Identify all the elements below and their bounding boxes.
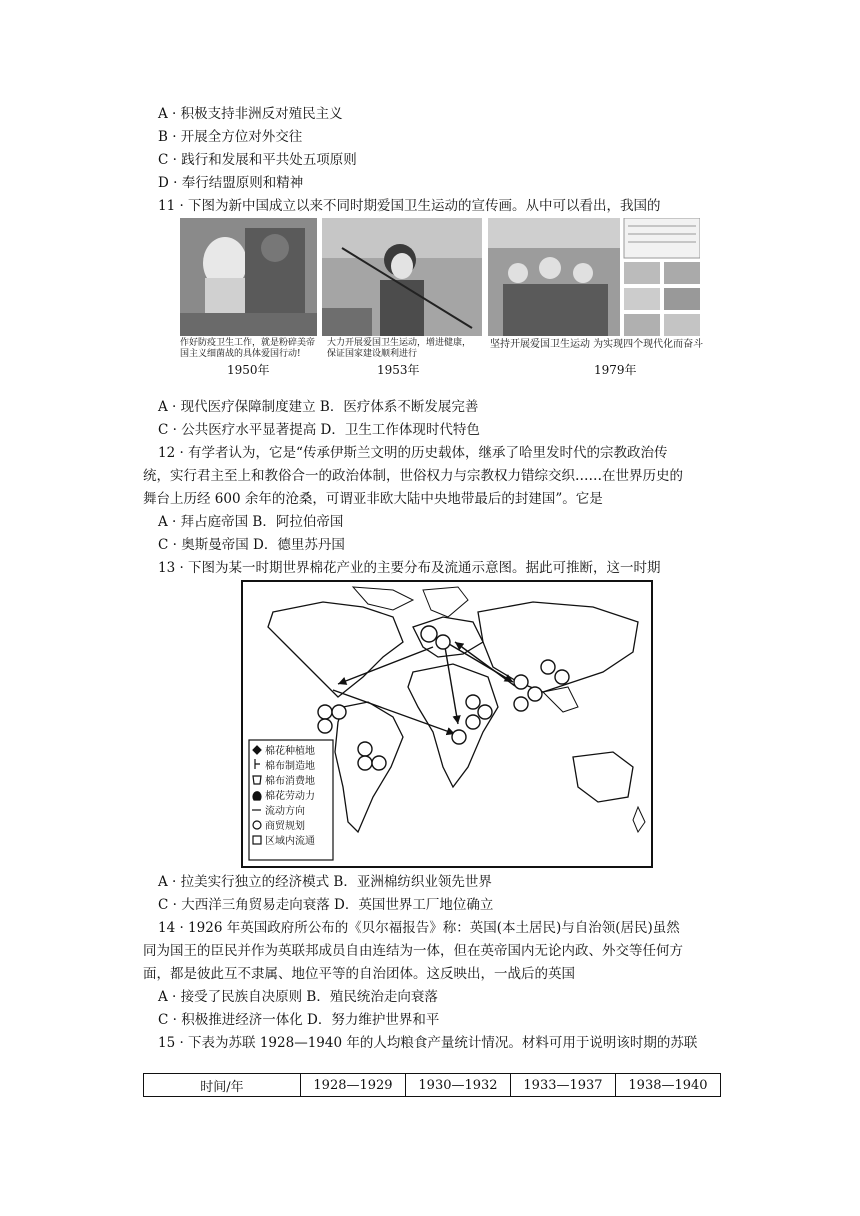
- map-marker-east-africa-2: [478, 705, 492, 719]
- option-b: B · 开展全方位对外交往: [158, 129, 303, 145]
- question-14-line-3: 面，都是彼此互不隶属、地位平等的自治团体。这反映出，一战后的英国: [143, 966, 575, 982]
- poster-images: [180, 218, 704, 378]
- table-header-cell: 1938—1940: [616, 1074, 721, 1097]
- q14-options-ab: A · 接受了民族自决原则 B．殖民统治走向衰落: [158, 989, 438, 1005]
- legend-cloth-consumption: 棉布消费地: [265, 776, 315, 787]
- table-header-cell: 时间/年: [144, 1074, 301, 1097]
- option-c: C · 践行和发展和平共处五项原则: [158, 152, 357, 168]
- legend-cloth-manufacturing: 棉布制造地: [265, 761, 315, 772]
- map-marker-north-america-3: [318, 719, 332, 733]
- q11-options-ab: A · 现代医疗保障制度建立 B．医疗体系不断发展完善: [158, 399, 479, 415]
- q13-options-cd: C · 大西洋三角贸易走向衰落 D．英国世界工厂地位确立: [158, 897, 494, 913]
- poster-1953-year: 1953年: [377, 363, 420, 377]
- legend-cotton-labor-icon: [253, 792, 261, 800]
- flow-arrow: [449, 644, 513, 682]
- map-marker-india-2: [528, 687, 542, 701]
- map-marker-north-america-2: [332, 705, 346, 719]
- map-marker-south-america-3: [372, 756, 386, 770]
- table-header-row: [144, 1074, 721, 1097]
- africa-landmass: [408, 664, 498, 787]
- table-header-cell: 1930—1932: [406, 1074, 511, 1097]
- map-marker-europe: [436, 635, 450, 649]
- poster-1950-image: [180, 218, 317, 336]
- option-a: A · 积极支持非洲反对殖民主义: [158, 106, 343, 122]
- flow-arrow: [445, 647, 458, 724]
- poster-1950-caption-1: 作好防疫卫生工作，就是粉碎美帝: [180, 338, 316, 348]
- q11-options-cd: C · 公共医疗水平显著提高 D．卫生工作体现时代特色: [158, 422, 480, 438]
- australia-landmass: [573, 752, 633, 802]
- map-marker-east-africa-3: [466, 715, 480, 729]
- poster-1979-image: [488, 218, 700, 336]
- poster-1950-year: 1950年: [227, 363, 270, 377]
- question-13-stem: 13 · 下图为某一时期世界棉花产业的主要分布及流通示意图。据此可推断，这一时期: [158, 560, 661, 576]
- map-marker-india-3: [514, 697, 528, 711]
- legend-cotton-planting: 棉花种植地: [265, 746, 315, 757]
- map-marker-east-asia-2: [555, 670, 569, 684]
- world-cotton-map: [241, 580, 653, 868]
- question-15-stem: 15 · 下表为苏联 1928—1940 年的人均粮食产量统计情况。材料可用于说明该时期的苏联: [158, 1035, 698, 1051]
- q14-options-cd: C · 积极推进经济一体化 D．努力维护世界和平: [158, 1012, 440, 1028]
- map-marker-east-africa-1: [466, 695, 480, 709]
- question-11-stem: 11 · 下图为新中国成立以来不同时期爱国卫生运动的宣传画。从中可以看出，我国的: [158, 198, 661, 214]
- map-marker-east-asia-1: [541, 660, 555, 674]
- table-header-cell: 1933—1937: [511, 1074, 616, 1097]
- q12-options-cd: C · 奥斯曼帝国 D．德里苏丹国: [158, 537, 345, 553]
- legend-flow-direction: 流动方向: [265, 806, 305, 817]
- question-12-line-1: 12 · 有学者认为，它是“传承伊斯兰文明的历史载体，继承了哈里发时代的宗教政治传: [158, 445, 668, 461]
- map-marker-india-1: [514, 675, 528, 689]
- table-header-cell: 1928—1929: [301, 1074, 406, 1097]
- poster-1979-caption-1: 坚持开展爱国卫生运动 为实现四个现代化而奋斗: [490, 339, 704, 350]
- q12-options-ab: A · 拜占庭帝国 B．阿拉伯帝国: [158, 514, 344, 530]
- q13-options-ab: A · 拉美实行独立的经济模式 B．亚洲棉纺织业领先世界: [158, 874, 492, 890]
- poster-1953-image: [322, 218, 482, 336]
- flow-arrow: [333, 690, 455, 734]
- legend-trade-planning: 商贸规划: [265, 821, 305, 832]
- flow-arrow: [338, 647, 433, 684]
- question-14-line-2: 同为国王的臣民并作为英联邦成员自由连结为一体，但在英帝国内无论内政、外交等任何方: [143, 943, 683, 959]
- poster-1979-year: 1979年: [594, 363, 637, 377]
- map-marker-north-america-1: [318, 705, 332, 719]
- question-12-line-2: 统，实行君主至上和教俗合一的政治体制，世俗权力与宗教权力错综交织……在世界历史的: [143, 468, 683, 484]
- legend-cotton-labor: 棉花劳动力: [265, 791, 315, 802]
- poster-1950-caption-2: 国主义细菌战的具体爱国行动!: [180, 349, 301, 359]
- map-marker-south-america-1: [358, 742, 372, 756]
- map-marker-west-africa: [452, 730, 466, 744]
- legend-regional-flow: 区域内流通: [265, 836, 315, 847]
- question-12-line-3: 舞台上历经 600 余年的沧桑，可谓亚非欧大陆中央地带最后的封建国”。它是: [143, 491, 603, 507]
- option-d: D · 奉行结盟原则和精神: [158, 175, 304, 191]
- question-14-line-1: 14 · 1926 年英国政府所公布的《贝尔福报告》称：英国(本土居民)与自治领(居民)虽然: [158, 920, 680, 936]
- poster-1953-caption-2: 保证国家建设顺利进行: [327, 349, 418, 359]
- poster-1953-caption-1: 大力开展爱国卫生运动，增进健康，: [327, 338, 472, 348]
- grain-production-table: [143, 1073, 721, 1097]
- map-marker-england: [421, 626, 437, 642]
- north-america-landmass: [268, 602, 403, 697]
- map-marker-south-america-2: [358, 756, 372, 770]
